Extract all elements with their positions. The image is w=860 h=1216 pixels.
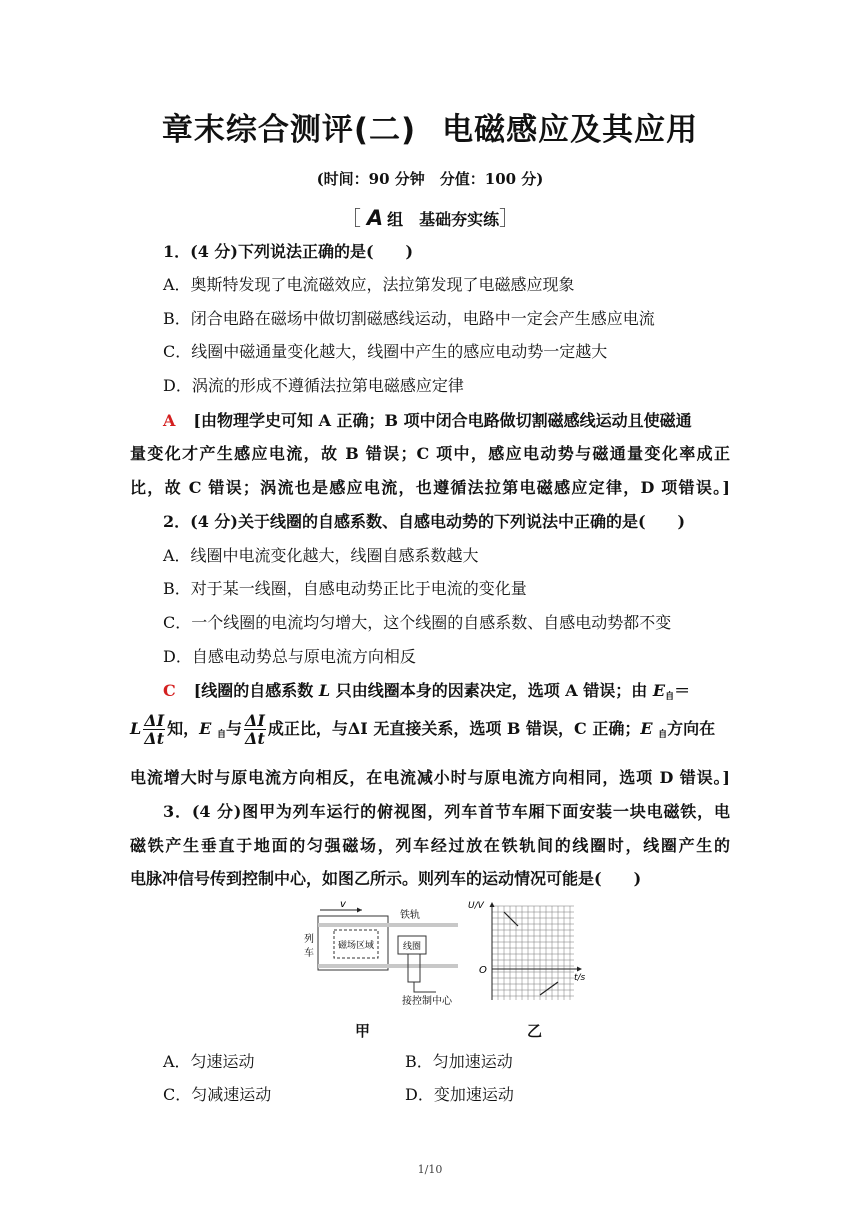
q2-explanation-line2: L $\frac{\Delta I}{\Delta t}$ 知，E $_自$与 $\frac{\Delta I}{\Delta t}$ 成正比，与ΔI 无直接关系，选项 B 错误，C 正确；E $_自$方向在 (130, 711, 716, 748)
q1-explanation-line2: 量变化才产生感应电流，故 B 错误；C 项中，感应电动势与磁通量变化率成正 (130, 444, 730, 463)
q3-option-b: B．匀加速运动 (405, 1052, 513, 1071)
q3-figure (296, 896, 596, 1008)
q1-option-a: A．奥斯特发现了电流磁效应，法拉第发现了电磁感应现象 (163, 275, 575, 294)
fraction-di-dt-1: $\frac{\Delta I}{\Delta t}$ (144, 711, 165, 748)
q3-stem-line3: 电脉冲信号传到控制中心，如图乙所示。则列车的运动情况可能是( ) (130, 869, 642, 888)
rail-bottom (318, 964, 458, 968)
train-diagram (304, 899, 458, 1007)
q2-option-b: B．对于某一线圈，自感电动势正比于电流的变化量 (163, 579, 527, 598)
y-axis-label: U/V (468, 901, 484, 911)
control-center-label: 接控制中心 (402, 996, 452, 1007)
train-label-2: 车 (304, 948, 314, 959)
u-t-graph (468, 901, 586, 1000)
q3-option-c: C．匀减速运动 (163, 1085, 272, 1104)
q2-explanation-line3: 电流增大时与原电流方向相反，在电流减小时与原电流方向相同，选项 D 错误。] (130, 768, 730, 787)
q1-stem: 1．(4 分)下列说法正确的是( ) (163, 242, 414, 261)
group-a-mark: A (366, 206, 384, 230)
field-label: 磁场区域 (337, 941, 375, 951)
q3-option-d: D．变加速运动 (405, 1085, 514, 1104)
section-header: ［ A 组 基础夯实练］ (340, 206, 520, 230)
q2-explanation-line1: C [线圈的自感系数 L 只由线圈本身的因素决定，选项 A 错误；由 $E_自=$ (163, 681, 691, 702)
rail-label: 铁轨 (400, 910, 420, 921)
q3-option-a: A．匀速运动 (163, 1052, 255, 1071)
coil-label: 线圈 (402, 942, 422, 952)
q1-explanation-line1: A [由物理学史可知 A 正确；B 项中闭合电路做切割磁感线运动且使磁通 (163, 411, 692, 430)
velocity-label: v (340, 899, 346, 910)
x-axis-label: t/s (574, 973, 586, 983)
q2-answer: C (163, 681, 176, 700)
page-title (0, 104, 860, 149)
figure-caption-right: 乙 (527, 1022, 543, 1040)
q1-option-c: C．线圈中磁通量变化越大，线圈中产生的感应电动势一定越大 (163, 342, 608, 361)
exam-meta: (时间：90 分钟 分值：100 分) (316, 170, 544, 188)
figure-caption-left: 甲 (355, 1022, 371, 1040)
title-part2: 电磁感应及其应用 (442, 112, 699, 148)
q1-option-d: D．涡流的形成不遵循法拉第电磁感应定律 (163, 376, 464, 395)
train-label-1: 列 (304, 934, 314, 945)
q2-option-d: D．自感电动势总与原电流方向相反 (163, 647, 416, 666)
origin-label: O (479, 965, 487, 976)
q2-stem: 2．(4 分)关于线圈的自感系数、自感电动势的下列说法中正确的是( ) (163, 512, 686, 531)
q2-option-a: A．线圈中电流变化越大，线圈自感系数越大 (163, 546, 479, 565)
title-part1: 章末综合测评(二) (161, 112, 417, 148)
q1-explanation-line3: 比，故 C 错误；涡流也是感应电流，也遵循法拉第电磁感应定律，D 项错误。] (130, 478, 730, 497)
q1-option-b: B．闭合电路在磁场中做切割磁感线运动，电路中一定会产生感应电流 (163, 309, 655, 328)
q1-answer: A (163, 411, 176, 430)
fraction-di-dt-2: $\frac{\Delta I}{\Delta t}$ (244, 711, 265, 748)
q3-stem-line1: 3．(4 分)图甲为列车运行的俯视图，列车首节车厢下面安装一块电磁铁，电 (163, 802, 730, 821)
page-number: 1/10 (417, 1163, 443, 1176)
q2-option-c: C．一个线圈的电流均匀增大，这个线圈的自感系数、自感电动势都不变 (163, 613, 672, 632)
rail-top (318, 923, 458, 927)
q3-stem-line2: 磁铁产生垂直于地面的匀强磁场，列车经过放在铁轨间的线圈时，线圈产生的 (130, 836, 730, 855)
